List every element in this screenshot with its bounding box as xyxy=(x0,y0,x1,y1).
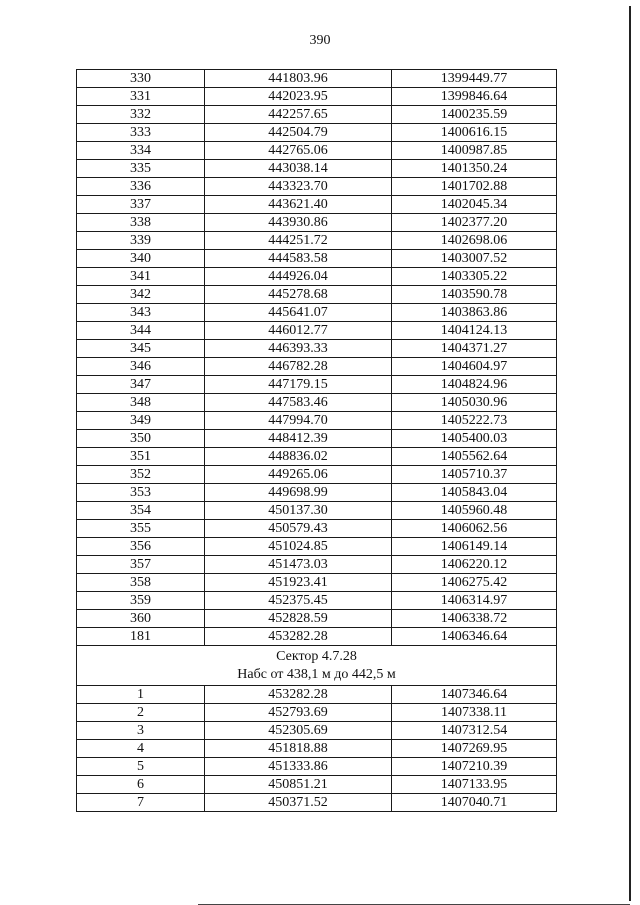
x-coordinate-cell: 447994.70 xyxy=(205,412,392,430)
x-coordinate-cell: 451818.88 xyxy=(205,740,392,758)
table-row xyxy=(77,142,557,160)
x-coordinate-cell: 451473.03 xyxy=(205,556,392,574)
point-number-cell: 347 xyxy=(77,376,205,394)
y-coordinate-cell: 1407312.54 xyxy=(392,722,557,740)
y-coordinate-cell: 1401350.24 xyxy=(392,160,557,178)
y-coordinate-cell: 1405710.37 xyxy=(392,466,557,484)
x-coordinate-cell: 443930.86 xyxy=(205,214,392,232)
section-header-row xyxy=(77,646,557,686)
y-coordinate-cell: 1403863.86 xyxy=(392,304,557,322)
table-row xyxy=(77,628,557,646)
table-row xyxy=(77,250,557,268)
x-coordinate-cell: 449698.99 xyxy=(205,484,392,502)
table-row xyxy=(77,214,557,232)
point-number-cell: 7 xyxy=(77,794,205,812)
point-number-cell: 355 xyxy=(77,520,205,538)
y-coordinate-cell: 1407338.11 xyxy=(392,704,557,722)
point-number-cell: 341 xyxy=(77,268,205,286)
x-coordinate-cell: 447583.46 xyxy=(205,394,392,412)
y-coordinate-cell: 1401702.88 xyxy=(392,178,557,196)
x-coordinate-cell: 447179.15 xyxy=(205,376,392,394)
y-coordinate-cell: 1403590.78 xyxy=(392,286,557,304)
table-row xyxy=(77,466,557,484)
y-coordinate-cell: 1407269.95 xyxy=(392,740,557,758)
point-number-cell: 352 xyxy=(77,466,205,484)
x-coordinate-cell: 451333.86 xyxy=(205,758,392,776)
point-number-cell: 335 xyxy=(77,160,205,178)
x-coordinate-cell: 446393.33 xyxy=(205,340,392,358)
page-edge-line xyxy=(629,6,631,901)
point-number-cell: 345 xyxy=(77,340,205,358)
table-row xyxy=(77,376,557,394)
table-row xyxy=(77,794,557,812)
table-row xyxy=(77,106,557,124)
table-row xyxy=(77,758,557,776)
table-row xyxy=(77,358,557,376)
point-number-cell: 336 xyxy=(77,178,205,196)
table-row xyxy=(77,196,557,214)
y-coordinate-cell: 1405030.96 xyxy=(392,394,557,412)
x-coordinate-cell: 450579.43 xyxy=(205,520,392,538)
coordinates-table-body-bottom xyxy=(77,686,557,812)
point-number-cell: 2 xyxy=(77,704,205,722)
section-subtitle: Набс от 438,1 м до 442,5 м xyxy=(237,667,396,682)
table-row xyxy=(77,340,557,358)
y-coordinate-cell: 1407040.71 xyxy=(392,794,557,812)
y-coordinate-cell: 1403305.22 xyxy=(392,268,557,286)
y-coordinate-cell: 1406275.42 xyxy=(392,574,557,592)
point-number-cell: 5 xyxy=(77,758,205,776)
x-coordinate-cell: 452305.69 xyxy=(205,722,392,740)
x-coordinate-cell: 442023.95 xyxy=(205,88,392,106)
point-number-cell: 181 xyxy=(77,628,205,646)
point-number-cell: 330 xyxy=(77,70,205,88)
point-number-cell: 354 xyxy=(77,502,205,520)
y-coordinate-cell: 1407133.95 xyxy=(392,776,557,794)
point-number-cell: 339 xyxy=(77,232,205,250)
point-number-cell: 348 xyxy=(77,394,205,412)
y-coordinate-cell: 1405960.48 xyxy=(392,502,557,520)
table-row xyxy=(77,776,557,794)
y-coordinate-cell: 1407346.64 xyxy=(392,686,557,704)
y-coordinate-cell: 1399449.77 xyxy=(392,70,557,88)
table-row xyxy=(77,592,557,610)
point-number-cell: 1 xyxy=(77,686,205,704)
y-coordinate-cell: 1405562.64 xyxy=(392,448,557,466)
point-number-cell: 357 xyxy=(77,556,205,574)
table-row xyxy=(77,574,557,592)
table-row xyxy=(77,88,557,106)
table-row xyxy=(77,286,557,304)
point-number-cell: 353 xyxy=(77,484,205,502)
y-coordinate-cell: 1402045.34 xyxy=(392,196,557,214)
x-coordinate-cell: 445641.07 xyxy=(205,304,392,322)
table-row xyxy=(77,268,557,286)
table-row xyxy=(77,124,557,142)
y-coordinate-cell: 1406314.97 xyxy=(392,592,557,610)
table-row xyxy=(77,178,557,196)
point-number-cell: 350 xyxy=(77,430,205,448)
x-coordinate-cell: 450851.21 xyxy=(205,776,392,794)
point-number-cell: 3 xyxy=(77,722,205,740)
x-coordinate-cell: 448412.39 xyxy=(205,430,392,448)
y-coordinate-cell: 1405222.73 xyxy=(392,412,557,430)
x-coordinate-cell: 452793.69 xyxy=(205,704,392,722)
table-row xyxy=(77,740,557,758)
table-row xyxy=(77,686,557,704)
table-row xyxy=(77,722,557,740)
x-coordinate-cell: 443038.14 xyxy=(205,160,392,178)
y-coordinate-cell: 1404604.97 xyxy=(392,358,557,376)
table-row xyxy=(77,502,557,520)
x-coordinate-cell: 442765.06 xyxy=(205,142,392,160)
y-coordinate-cell: 1399846.64 xyxy=(392,88,557,106)
point-number-cell: 360 xyxy=(77,610,205,628)
page-number: 390 xyxy=(309,33,331,48)
x-coordinate-cell: 444926.04 xyxy=(205,268,392,286)
y-coordinate-cell: 1406062.56 xyxy=(392,520,557,538)
table-row xyxy=(77,70,557,88)
y-coordinate-cell: 1400987.85 xyxy=(392,142,557,160)
point-number-cell: 337 xyxy=(77,196,205,214)
point-number-cell: 332 xyxy=(77,106,205,124)
point-number-cell: 334 xyxy=(77,142,205,160)
table-row xyxy=(77,160,557,178)
point-number-cell: 346 xyxy=(77,358,205,376)
x-coordinate-cell: 448836.02 xyxy=(205,448,392,466)
table-row xyxy=(77,556,557,574)
table-row xyxy=(77,394,557,412)
point-number-cell: 6 xyxy=(77,776,205,794)
x-coordinate-cell: 446012.77 xyxy=(205,322,392,340)
y-coordinate-cell: 1405400.03 xyxy=(392,430,557,448)
y-coordinate-cell: 1406338.72 xyxy=(392,610,557,628)
x-coordinate-cell: 443323.70 xyxy=(205,178,392,196)
x-coordinate-cell: 441803.96 xyxy=(205,70,392,88)
coordinates-table xyxy=(76,69,557,812)
y-coordinate-cell: 1404124.13 xyxy=(392,322,557,340)
y-coordinate-cell: 1402377.20 xyxy=(392,214,557,232)
x-coordinate-cell: 446782.28 xyxy=(205,358,392,376)
table-row xyxy=(77,448,557,466)
x-coordinate-cell: 443621.40 xyxy=(205,196,392,214)
x-coordinate-cell: 449265.06 xyxy=(205,466,392,484)
x-coordinate-cell: 444583.58 xyxy=(205,250,392,268)
point-number-cell: 358 xyxy=(77,574,205,592)
table-row xyxy=(77,610,557,628)
y-coordinate-cell: 1404824.96 xyxy=(392,376,557,394)
y-coordinate-cell: 1406346.64 xyxy=(392,628,557,646)
x-coordinate-cell: 453282.28 xyxy=(205,686,392,704)
point-number-cell: 351 xyxy=(77,448,205,466)
x-coordinate-cell: 450137.30 xyxy=(205,502,392,520)
y-coordinate-cell: 1400616.15 xyxy=(392,124,557,142)
table-row xyxy=(77,704,557,722)
point-number-cell: 343 xyxy=(77,304,205,322)
point-number-cell: 340 xyxy=(77,250,205,268)
y-coordinate-cell: 1402698.06 xyxy=(392,232,557,250)
table-row xyxy=(77,304,557,322)
table-row xyxy=(77,322,557,340)
y-coordinate-cell: 1406149.14 xyxy=(392,538,557,556)
section-title: Сектор 4.7.28 xyxy=(276,649,357,664)
y-coordinate-cell: 1406220.12 xyxy=(392,556,557,574)
x-coordinate-cell: 452828.59 xyxy=(205,610,392,628)
point-number-cell: 333 xyxy=(77,124,205,142)
table-row xyxy=(77,412,557,430)
coordinates-table-body-top xyxy=(77,70,557,646)
x-coordinate-cell: 442504.79 xyxy=(205,124,392,142)
x-coordinate-cell: 451024.85 xyxy=(205,538,392,556)
point-number-cell: 344 xyxy=(77,322,205,340)
table-row xyxy=(77,484,557,502)
x-coordinate-cell: 451923.41 xyxy=(205,574,392,592)
table-row xyxy=(77,232,557,250)
y-coordinate-cell: 1403007.52 xyxy=(392,250,557,268)
y-coordinate-cell: 1400235.59 xyxy=(392,106,557,124)
table-row xyxy=(77,538,557,556)
point-number-cell: 342 xyxy=(77,286,205,304)
point-number-cell: 359 xyxy=(77,592,205,610)
x-coordinate-cell: 450371.52 xyxy=(205,794,392,812)
section-header-cell xyxy=(77,646,557,686)
y-coordinate-cell: 1404371.27 xyxy=(392,340,557,358)
y-coordinate-cell: 1405843.04 xyxy=(392,484,557,502)
point-number-cell: 338 xyxy=(77,214,205,232)
point-number-cell: 349 xyxy=(77,412,205,430)
x-coordinate-cell: 452375.45 xyxy=(205,592,392,610)
point-number-cell: 4 xyxy=(77,740,205,758)
table-row xyxy=(77,520,557,538)
x-coordinate-cell: 453282.28 xyxy=(205,628,392,646)
y-coordinate-cell: 1407210.39 xyxy=(392,758,557,776)
table-row xyxy=(77,430,557,448)
point-number-cell: 356 xyxy=(77,538,205,556)
x-coordinate-cell: 444251.72 xyxy=(205,232,392,250)
point-number-cell: 331 xyxy=(77,88,205,106)
x-coordinate-cell: 442257.65 xyxy=(205,106,392,124)
section-header-body xyxy=(77,646,557,686)
x-coordinate-cell: 445278.68 xyxy=(205,286,392,304)
